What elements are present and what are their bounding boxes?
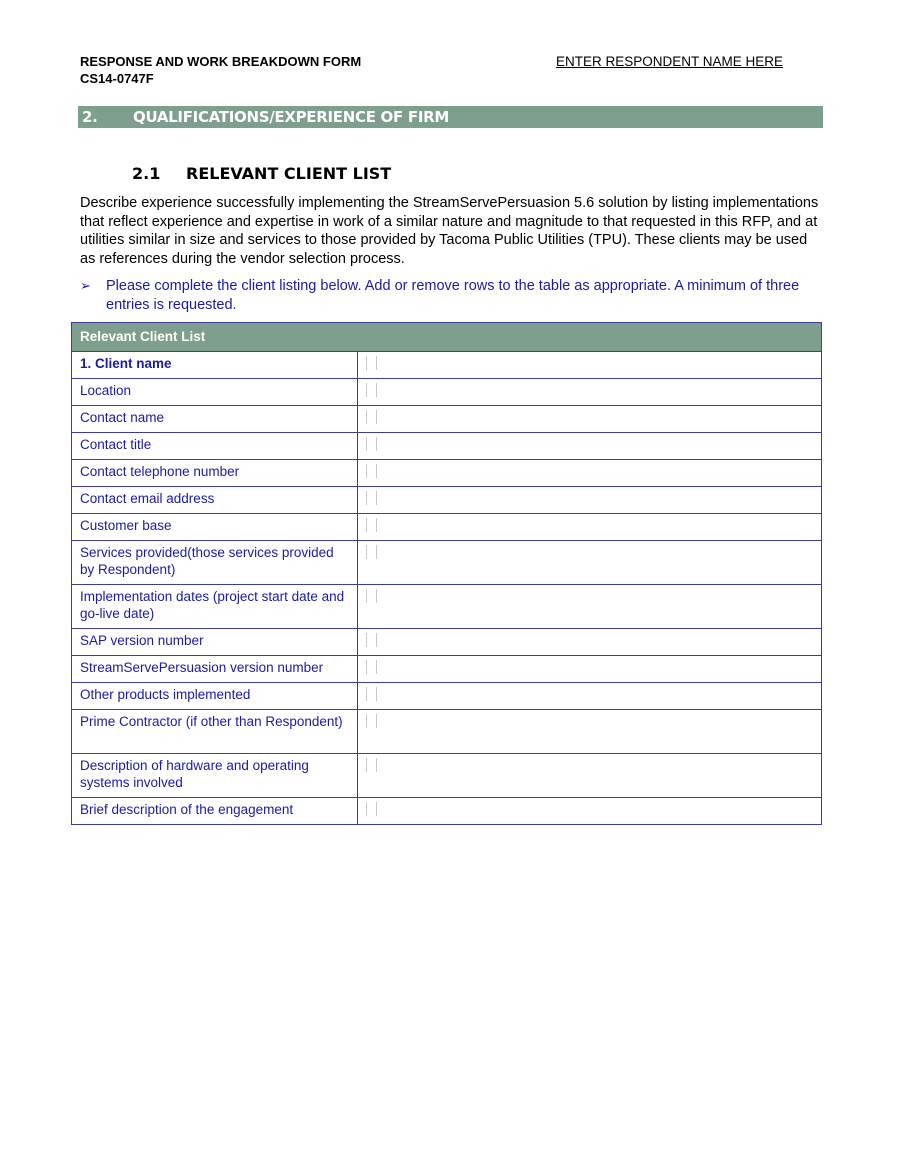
form-title: RESPONSE AND WORK BREAKDOWN FORM (80, 54, 362, 69)
table-row (72, 541, 822, 585)
instruction-text: Please complete the client listing below. Add or remove rows to the table as appropriate. A minimum of three entries is requested. (106, 278, 800, 313)
row-label: Brief description of the engagement (72, 798, 358, 825)
subsection-title: RELEVANT CLIENT LIST (186, 164, 392, 183)
form-field-marker (366, 660, 377, 674)
row-value-field[interactable] (358, 683, 822, 710)
row-label: Customer base (72, 514, 358, 541)
row-label: Implementation dates (project start date and go-live date) (72, 585, 358, 629)
table-row (72, 352, 822, 379)
row-label: SAP version number (72, 629, 358, 656)
table-row (72, 406, 822, 433)
table-row (72, 710, 822, 754)
section-title: QUALIFICATIONS/EXPERIENCE OF FIRM (133, 108, 449, 126)
row-value-field[interactable] (358, 487, 822, 514)
table-row (72, 683, 822, 710)
form-field-marker (366, 356, 377, 370)
table-row (72, 514, 822, 541)
table-header: Relevant Client List (72, 323, 822, 352)
form-field-marker (366, 383, 377, 397)
form-field-marker (366, 464, 377, 478)
form-field-marker (366, 491, 377, 505)
row-label: Contact name (72, 406, 358, 433)
table-row (72, 379, 822, 406)
row-value-field[interactable] (358, 798, 822, 825)
section-number: 2. (82, 108, 98, 126)
table-row (72, 487, 822, 514)
row-value-field[interactable] (358, 406, 822, 433)
form-field-marker (366, 437, 377, 451)
arrow-bullet-icon: ➢ (80, 278, 91, 293)
row-value-field[interactable] (358, 656, 822, 683)
table-row (72, 754, 822, 798)
row-label: 1. Client name (72, 352, 358, 379)
row-value-field[interactable] (358, 352, 822, 379)
row-value-field[interactable] (358, 629, 822, 656)
intro-paragraph: Describe experience successfully implementing the StreamServePersuasion 5.6 solution by listing implementations that reflect experience and expertise in work of a similar nature and magnitude to that requested in this RFP, and at utilities similar in size and services to those provided by Tacoma Public Utilities (TPU). These clients may be used as references during the vendor selection process. (80, 195, 819, 267)
row-label: Contact telephone number (72, 460, 358, 487)
form-number: CS14-0747F (80, 71, 154, 86)
table-row (72, 585, 822, 629)
form-field-marker (366, 545, 377, 559)
row-value-field[interactable] (358, 541, 822, 585)
row-label: Contact email address (72, 487, 358, 514)
row-label: StreamServePersuasion version number (72, 656, 358, 683)
subsection-number: 2.1 (132, 164, 161, 183)
form-field-marker (366, 633, 377, 647)
table-row (72, 656, 822, 683)
respondent-name-field[interactable]: ENTER RESPONDENT NAME HERE (556, 54, 784, 69)
form-field-marker (366, 758, 377, 772)
form-field-marker (366, 410, 377, 424)
form-field-marker (366, 518, 377, 532)
row-value-field[interactable] (358, 585, 822, 629)
row-value-field[interactable] (358, 710, 822, 754)
row-value-field[interactable] (358, 514, 822, 541)
form-field-marker (366, 802, 377, 816)
row-label: Description of hardware and operating systems involved (72, 754, 358, 798)
row-value-field[interactable] (358, 754, 822, 798)
form-field-marker (366, 714, 377, 728)
relevant-client-table (71, 322, 822, 825)
form-field-marker (366, 589, 377, 603)
form-field-marker (366, 687, 377, 701)
row-label: Prime Contractor (if other than Respondent) (72, 710, 358, 754)
form-header (80, 53, 361, 87)
row-label: Location (72, 379, 358, 406)
row-value-field[interactable] (358, 379, 822, 406)
row-label: Other products implemented (72, 683, 358, 710)
table-row (72, 460, 822, 487)
row-value-field[interactable] (358, 460, 822, 487)
row-value-field[interactable] (358, 433, 822, 460)
row-label: Contact title (72, 433, 358, 460)
table-row (72, 433, 822, 460)
row-label: Services provided(those services provided by Respondent) (72, 541, 358, 585)
table-row (72, 798, 822, 825)
section-heading (78, 106, 823, 128)
table-row (72, 629, 822, 656)
